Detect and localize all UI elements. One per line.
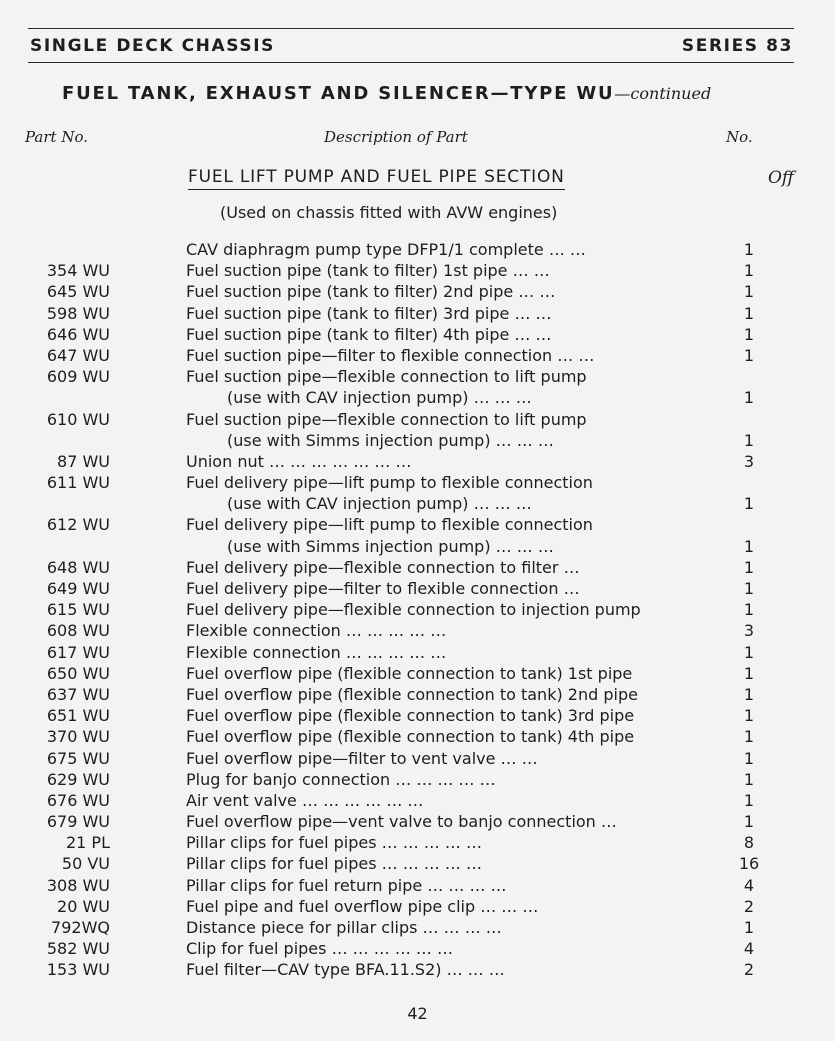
parts-row — [0, 494, 835, 515]
parts-row — [0, 600, 835, 621]
part-description: Fuel filter—CAV type BFA.11.S2) … … … — [186, 960, 505, 980]
part-description: CAV diaphragm pump type DFP1/1 complete … … — [186, 240, 586, 259]
parts-row — [0, 664, 835, 685]
part-number: 608 WU — [46, 621, 110, 641]
part-quantity: 1 — [743, 261, 755, 281]
part-number: 612 WU — [46, 515, 110, 535]
part-quantity: 1 — [743, 600, 755, 620]
parts-row — [0, 833, 835, 854]
parts-row — [0, 621, 835, 642]
part-description: Plug for banjo connection … … … … … — [186, 769, 496, 789]
parts-row — [0, 431, 835, 452]
part-number: 792WQ — [51, 918, 110, 937]
part-number: 609 WU — [46, 367, 110, 387]
part-number: 647 WU — [46, 345, 110, 365]
part-number: 648 WU — [46, 557, 110, 577]
part-number: 611 WU — [46, 473, 110, 493]
part-quantity: 1 — [743, 557, 755, 577]
part-quantity: 2 — [743, 960, 755, 980]
part-number: 20 WU — [57, 896, 110, 916]
part-description: Fuel delivery pipe—lift pump to flexible connection — [186, 515, 593, 535]
part-quantity: 4 — [743, 875, 755, 895]
part-quantity: 1 — [743, 388, 755, 408]
parts-row — [0, 749, 835, 770]
part-quantity: 1 — [743, 642, 755, 662]
parts-row — [0, 579, 835, 600]
part-description: Clip for fuel pipes … … … … … … — [186, 939, 453, 959]
part-description: Fuel overflow pipe (flexible connection to tank) 4th pipe — [186, 727, 635, 747]
part-description: (use with Simms injection pump) … … … — [227, 536, 554, 556]
part-description: Fuel suction pipe—flexible connection to lift pump — [186, 409, 587, 429]
parts-row — [0, 706, 835, 727]
part-number: 649 WU — [46, 579, 110, 598]
part-description: Fuel suction pipe (tank to filter) 4th pipe … … — [186, 324, 552, 344]
part-description: Pillar clips for fuel return pipe … … … … — [186, 875, 507, 895]
part-number: 370 WU — [46, 727, 110, 747]
parts-row — [0, 558, 835, 579]
part-description: Fuel overflow pipe—vent valve to banjo connection … — [186, 812, 617, 832]
parts-row — [0, 918, 835, 939]
part-quantity: 1 — [743, 727, 755, 747]
part-description: Fuel suction pipe—flexible connection to lift pump — [186, 367, 587, 387]
part-number: 651 WU — [46, 706, 110, 726]
parts-row — [0, 685, 835, 706]
part-description: (use with CAV injection pump) … … … — [227, 494, 532, 514]
part-number: 354 WU — [46, 261, 110, 281]
parts-row — [0, 876, 835, 897]
parts-row — [0, 346, 835, 367]
part-number: 308 WU — [46, 875, 110, 895]
part-quantity: 8 — [743, 833, 755, 853]
part-number: 676 WU — [46, 790, 110, 810]
part-description: Fuel suction pipe (tank to filter) 2nd pipe … … — [186, 282, 556, 302]
parts-row — [0, 452, 835, 473]
part-quantity: 1 — [743, 536, 755, 556]
part-number: 615 WU — [46, 600, 110, 620]
part-number: 679 WU — [46, 812, 110, 832]
parts-row — [0, 240, 835, 261]
part-description: Fuel suction pipe (tank to filter) 3rd pipe … … — [186, 303, 552, 323]
part-description: Fuel overflow pipe (flexible connection to tank) 3rd pipe — [186, 706, 635, 726]
part-number: 21 PL — [65, 833, 110, 853]
part-description: Distance piece for pillar clips … … … … — [186, 918, 502, 937]
part-description: Flexible connection … … … … … — [186, 642, 447, 662]
parts-row — [0, 473, 835, 494]
part-number: 598 WU — [46, 303, 110, 323]
part-quantity: 1 — [743, 918, 755, 937]
column-header-description: Description of Part — [324, 128, 468, 146]
part-number: 675 WU — [46, 748, 110, 768]
part-quantity: 1 — [743, 769, 755, 789]
part-quantity: 1 — [743, 812, 755, 832]
parts-row — [0, 897, 835, 918]
part-number: 646 WU — [46, 324, 110, 344]
parts-row — [0, 854, 835, 875]
running-header-left: SINGLE DECK CHASSIS — [30, 36, 275, 56]
subsection-note: (Used on chassis fitted with AVW engines) — [220, 203, 558, 222]
part-quantity: 3 — [743, 451, 755, 471]
part-description: Fuel delivery pipe—lift pump to flexible connection — [186, 473, 593, 493]
part-description: Pillar clips for fuel pipes … … … … … — [186, 833, 482, 853]
part-quantity: 1 — [743, 303, 755, 323]
parts-row — [0, 791, 835, 812]
part-quantity: 3 — [743, 621, 755, 641]
header-rule — [28, 62, 794, 63]
part-description: Air vent valve … … … … … … — [186, 790, 424, 810]
part-quantity: 2 — [743, 896, 755, 916]
part-quantity: 1 — [743, 430, 755, 450]
parts-row — [0, 261, 835, 282]
part-quantity: 1 — [743, 282, 755, 302]
part-description: (use with CAV injection pump) … … … — [227, 388, 532, 408]
part-description: Fuel pipe and fuel overflow pipe clip … … … — [186, 896, 539, 916]
part-description: Fuel overflow pipe (flexible connection to tank) 2nd pipe — [186, 684, 638, 704]
parts-list — [0, 240, 835, 982]
part-quantity: 1 — [743, 748, 755, 768]
parts-row — [0, 304, 835, 325]
part-quantity: 16 — [738, 854, 760, 874]
subsection-title: FUEL LIFT PUMP AND FUEL PIPE SECTION — [188, 167, 565, 190]
part-description: Flexible connection … … … … … — [186, 621, 447, 641]
part-number: 87 WU — [57, 451, 110, 471]
parts-row — [0, 960, 835, 981]
part-quantity: 1 — [743, 240, 755, 259]
section-heading-main: FUEL TANK, EXHAUST AND SILENCER—TYPE WU — [62, 83, 615, 104]
part-number: 617 WU — [46, 642, 110, 662]
column-header-part: Part No. — [25, 128, 88, 146]
part-description: Fuel overflow pipe (flexible connection to tank) 1st pipe — [186, 663, 633, 683]
parts-row — [0, 410, 835, 431]
part-description: (use with Simms injection pump) … … … — [227, 430, 554, 450]
part-number: 645 WU — [46, 282, 110, 302]
column-header-off: Off — [768, 168, 794, 188]
part-number: 610 WU — [46, 409, 110, 429]
part-number: 629 WU — [46, 769, 110, 789]
part-description: Fuel suction pipe (tank to filter) 1st pipe … … — [186, 261, 550, 281]
part-quantity: 1 — [743, 324, 755, 344]
part-number: 153 WU — [46, 960, 110, 980]
parts-row — [0, 537, 835, 558]
top-rule — [28, 28, 794, 29]
part-description: Fuel delivery pipe—filter to flexible connection … — [186, 579, 580, 598]
parts-row — [0, 388, 835, 409]
section-heading-continued: —continued — [614, 84, 712, 103]
part-quantity: 1 — [743, 494, 755, 514]
part-number: 582 WU — [46, 939, 110, 959]
parts-row — [0, 770, 835, 791]
part-description: Pillar clips for fuel pipes … … … … … — [186, 854, 482, 874]
part-description: Fuel overflow pipe—filter to vent valve … … — [186, 748, 538, 768]
parts-row — [0, 325, 835, 346]
column-header-number: No. — [726, 128, 753, 146]
page-number: 42 — [407, 1004, 428, 1023]
running-header-right: SERIES 83 — [681, 36, 793, 56]
parts-row — [0, 282, 835, 303]
parts-row — [0, 727, 835, 748]
part-number: 637 WU — [46, 684, 110, 704]
part-number: 650 WU — [46, 663, 110, 683]
parts-row — [0, 812, 835, 833]
part-quantity: 1 — [743, 790, 755, 810]
part-quantity: 1 — [743, 345, 755, 365]
section-heading — [62, 83, 711, 104]
part-description: Fuel suction pipe—filter to flexible connection … … — [186, 345, 595, 365]
part-number: 50 VU — [61, 854, 110, 874]
parts-row — [0, 515, 835, 536]
part-quantity: 1 — [743, 663, 755, 683]
part-description: Union nut … … … … … … … — [186, 451, 412, 471]
part-quantity: 1 — [743, 706, 755, 726]
part-quantity: 1 — [743, 684, 755, 704]
parts-row — [0, 367, 835, 388]
part-description: Fuel delivery pipe—flexible connection to filter … — [186, 557, 580, 577]
parts-row — [0, 939, 835, 960]
part-quantity: 1 — [743, 579, 755, 598]
part-description: Fuel delivery pipe—flexible connection to injection pump — [186, 600, 641, 620]
parts-row — [0, 643, 835, 664]
part-quantity: 4 — [743, 939, 755, 959]
